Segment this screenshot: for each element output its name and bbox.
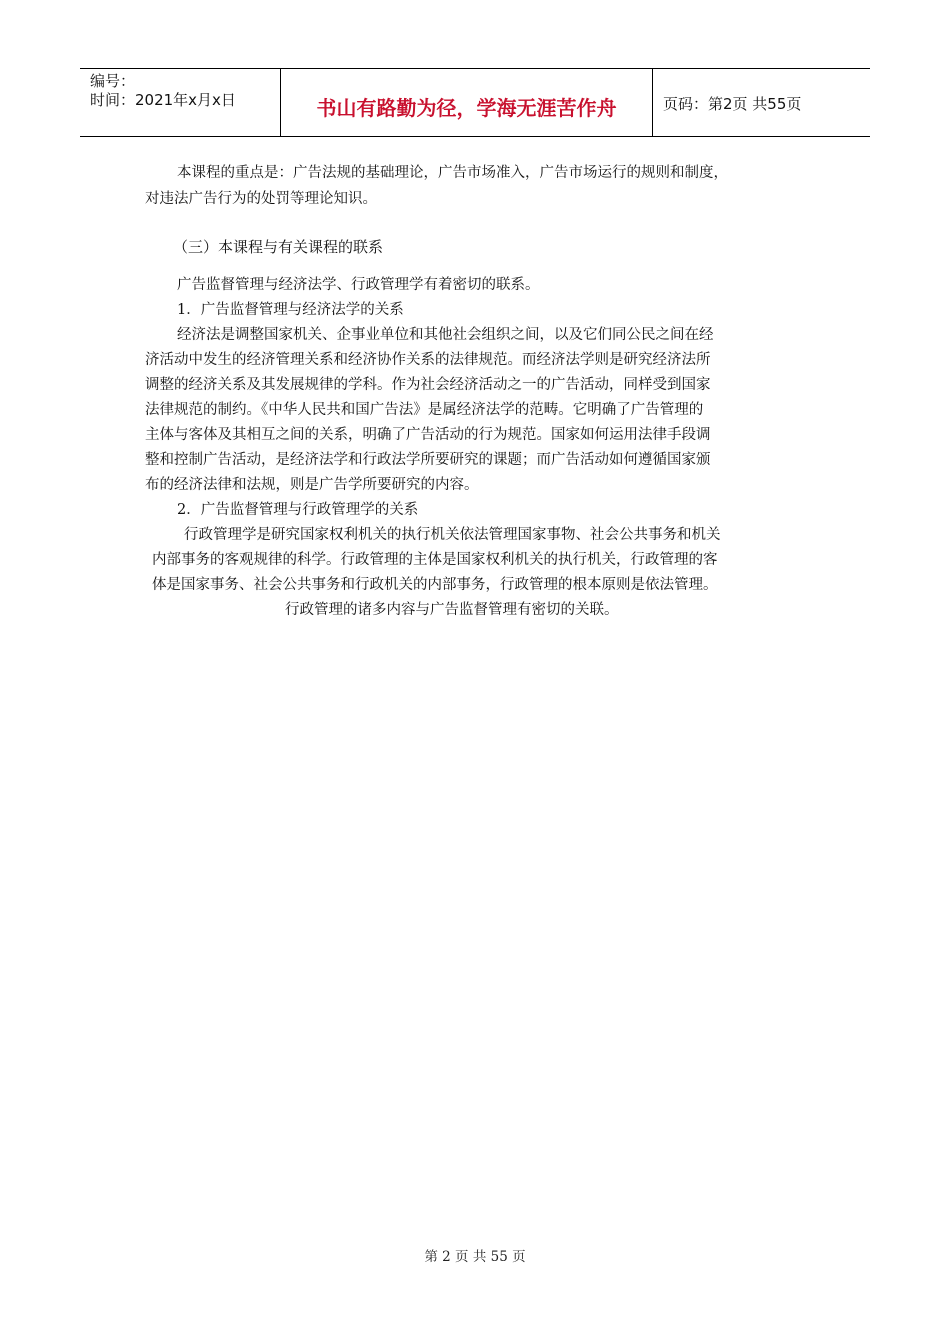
item1-paragraph-line: 调整的经济关系及其发展规律的学科。作为社会经济活动之一的广告活动，同样受到国家 bbox=[145, 377, 711, 393]
header-page-info: 页码：第2页 共55页 bbox=[663, 95, 802, 113]
intro-paragraph-line: 本课程的重点是：广告法规的基础理论，广告市场准入，广告市场运行的规则和制度， bbox=[177, 165, 728, 181]
item2-paragraph-line: 行政管理的诸多内容与广告监督管理有密切的关联。 bbox=[285, 602, 619, 618]
item2-title: 2．广告监督管理与行政管理学的关系 bbox=[177, 502, 419, 518]
document-date-label: 时间：2021年x月x日 bbox=[90, 91, 236, 109]
item1-paragraph-line: 整和控制广告活动，是经济法学和行政法学所要研究的课题；而广告活动如何遵循国家颁 bbox=[145, 452, 711, 468]
item1-paragraph-line: 法律规范的制约。《中华人民共和国广告法》是属经济法学的范畴。它明确了广告管理的 bbox=[145, 402, 704, 418]
section-heading: （三）本课程与有关课程的联系 bbox=[173, 238, 384, 256]
item1-paragraph-line: 布的经济法律和法规，则是广告学所要研究的内容。 bbox=[145, 477, 479, 493]
document-header bbox=[80, 68, 870, 137]
document-number-label: 编号： bbox=[90, 72, 136, 90]
item1-paragraph-line: 济活动中发生的经济管理关系和经济协作关系的法律规范。而经济法学则是研究经济法所 bbox=[145, 352, 711, 368]
header-meta bbox=[80, 69, 281, 136]
item1-paragraph-line: 主体与客体及其相互之间的关系，明确了广告活动的行为规范。国家如何运用法律手段调 bbox=[145, 427, 711, 443]
item1-paragraph-line: 经济法是调整国家机关、企事业单位和其他社会组织之间，以及它们同公民之间在经 bbox=[177, 327, 714, 343]
intro-paragraph-line: 对违法广告行为的处罚等理论知识。 bbox=[145, 191, 377, 207]
item2-paragraph-line: 体是国家事务、社会公共事务和行政机关的内部事务，行政管理的根本原则是依法管理。 bbox=[152, 577, 718, 593]
relation-intro: 广告监督管理与经济法学、行政管理学有着密切的联系。 bbox=[177, 277, 540, 293]
page-footer: 第 2 页 共 55 页 bbox=[424, 1249, 526, 1265]
item2-paragraph-line: 内部事务的客观规律的科学。行政管理的主体是国家权利机关的执行机关，行政管理的客 bbox=[152, 552, 718, 568]
item2-paragraph-line: 行政管理学是研究国家权利机关的执行机关依法管理国家事物、社会公共事务和机关 bbox=[184, 527, 721, 543]
item1-title: 1．广告监督管理与经济法学的关系 bbox=[177, 302, 404, 318]
header-motto: 书山有路勤为径，学海无涯苦作舟 bbox=[281, 69, 653, 136]
